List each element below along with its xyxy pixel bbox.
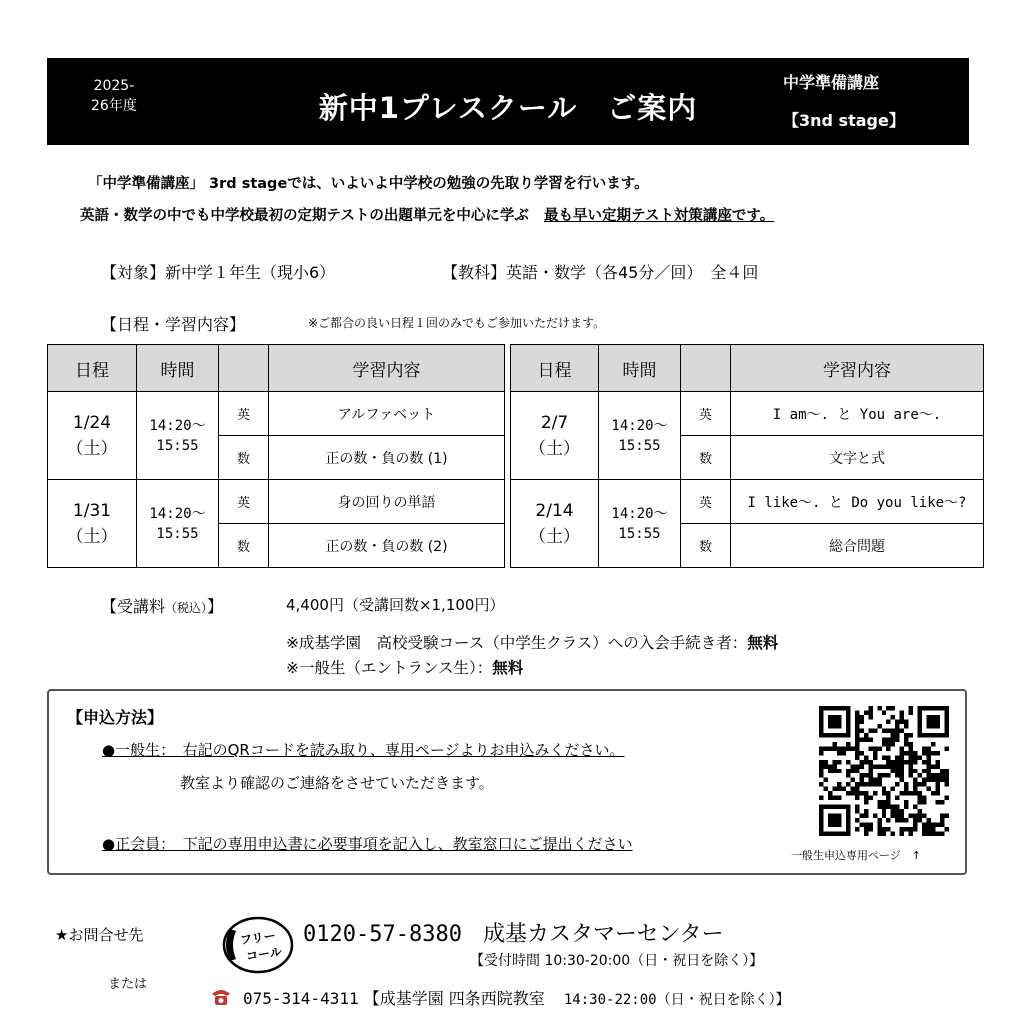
stage-label: 【3nd stage】 [783, 111, 905, 130]
contact-tel1 [303, 917, 724, 948]
header-time: 時間 [137, 345, 219, 392]
qr-caption: 一般生申込専用ページ ↑ [791, 849, 921, 862]
contact-hours1: 【受付時間 10:30-20:00（日・祝日を除く）】 [470, 953, 764, 969]
lesson-content: I am～. と You are～. [731, 392, 984, 436]
schedule-note: ※ご都合の良い日程１回のみでもご参加いただけます。 [308, 316, 606, 330]
header-content: 学習内容 [731, 345, 984, 392]
session-date: 1/31 （土） [48, 480, 137, 568]
contact-or: または [108, 977, 148, 992]
target-info: 【対象】新中学１年生（現小6） [101, 263, 336, 282]
subject: 英 [681, 480, 731, 524]
session-time: 14:20～ 15:55 [599, 392, 681, 480]
intro-line2-b: 最も早い定期テスト対策講座です。 [543, 208, 775, 224]
freecall-text1: フリー [239, 928, 277, 948]
tel1-number: 0120-57-8380 [303, 922, 462, 947]
apply-general-sub: 教室より確認のご連絡をさせていただきます。 [180, 774, 494, 792]
session-time: 14:20～ 15:55 [137, 392, 219, 480]
session-date: 2/14 （土） [511, 480, 599, 568]
session-time: 14:20～ 15:55 [599, 480, 681, 568]
subject: 数 [219, 524, 269, 568]
session-date: 2/7 （土） [511, 392, 599, 480]
intro-line2 [80, 204, 774, 225]
subject: 英 [219, 392, 269, 436]
header-banner [47, 58, 969, 145]
intro-line2-a: 英語・数学の中でも中学校最初の定期テストの出題単元を中心に学ぶ [80, 208, 529, 224]
fee-note-general: ※一般生（エントランス生）：無料 [286, 659, 524, 677]
subject: 英 [681, 392, 731, 436]
apply-member: ●正会員： 下記の専用申込書に必要事項を記入し、教室窓口にご提出ください [102, 835, 633, 853]
freecall-text2: コール [245, 944, 283, 964]
year-line1: 2025- [93, 78, 135, 94]
contact-label: ★お問合せ先 [55, 926, 144, 944]
lesson-content: 総合問題 [731, 524, 984, 568]
fee-amount: 4,400円（受講回数×1,100円） [286, 596, 505, 614]
schedule-table-right [510, 344, 984, 568]
schedule-table-left [47, 344, 505, 568]
subject: 英 [219, 480, 269, 524]
apply-title: 【申込方法】 [67, 708, 164, 727]
header-date: 日程 [511, 345, 599, 392]
schedule-label: 【日程・学習内容】 [101, 315, 246, 334]
contact-tel2 [243, 986, 790, 1009]
qr-code-icon[interactable] [819, 706, 949, 836]
school-name: 【成基学園 四条西院教室 [363, 989, 545, 1008]
customer-center: 成基カスタマーセンター [482, 922, 724, 947]
school-hours: 14:30-22:00（日・祝日を除く）】 [563, 992, 790, 1008]
lesson-content: I like～. と Do you like～? [731, 480, 984, 524]
year-line2: 26年度 [91, 98, 137, 114]
header-blank [681, 345, 731, 392]
subjects-info: 【教科】英語・数学（各45分／回） 全４回 [442, 263, 759, 282]
subject: 数 [681, 524, 731, 568]
header-content: 学習内容 [269, 345, 505, 392]
header-date: 日程 [48, 345, 137, 392]
tel2-number: 075-314-4311 [243, 989, 359, 1008]
apply-general: ●一般生： 右記のQRコードを読み取り、専用ページよりお申込みください。 [102, 741, 625, 759]
fee-note-member: ※成基学園 高校受験コース（中学生クラス）への入会手続き者：無料 [286, 634, 779, 652]
header-blank [219, 345, 269, 392]
phone-icon [210, 988, 232, 1006]
lesson-content: 身の回りの単語 [269, 480, 505, 524]
subject: 数 [681, 436, 731, 480]
lesson-content: 文字と式 [731, 436, 984, 480]
intro-line1: 「中学準備講座」 3rd stageでは、いよいよ中学校の勉強の先取り学習を行います。 [88, 176, 649, 192]
lesson-content: 正の数・負の数 (1) [269, 436, 505, 480]
course-name: 中学準備講座 [783, 73, 880, 92]
lesson-content: アルファベット [269, 392, 505, 436]
freecall-icon [220, 915, 294, 975]
header-time: 時間 [599, 345, 681, 392]
fee-label: 【受講料（税込）】 [101, 597, 224, 616]
lesson-content: 正の数・負の数 (2) [269, 524, 505, 568]
page-title: 新中1プレスクール ご案内 [318, 91, 698, 125]
subject: 数 [219, 436, 269, 480]
session-time: 14:20～ 15:55 [137, 480, 219, 568]
session-date: 1/24 （土） [48, 392, 137, 480]
